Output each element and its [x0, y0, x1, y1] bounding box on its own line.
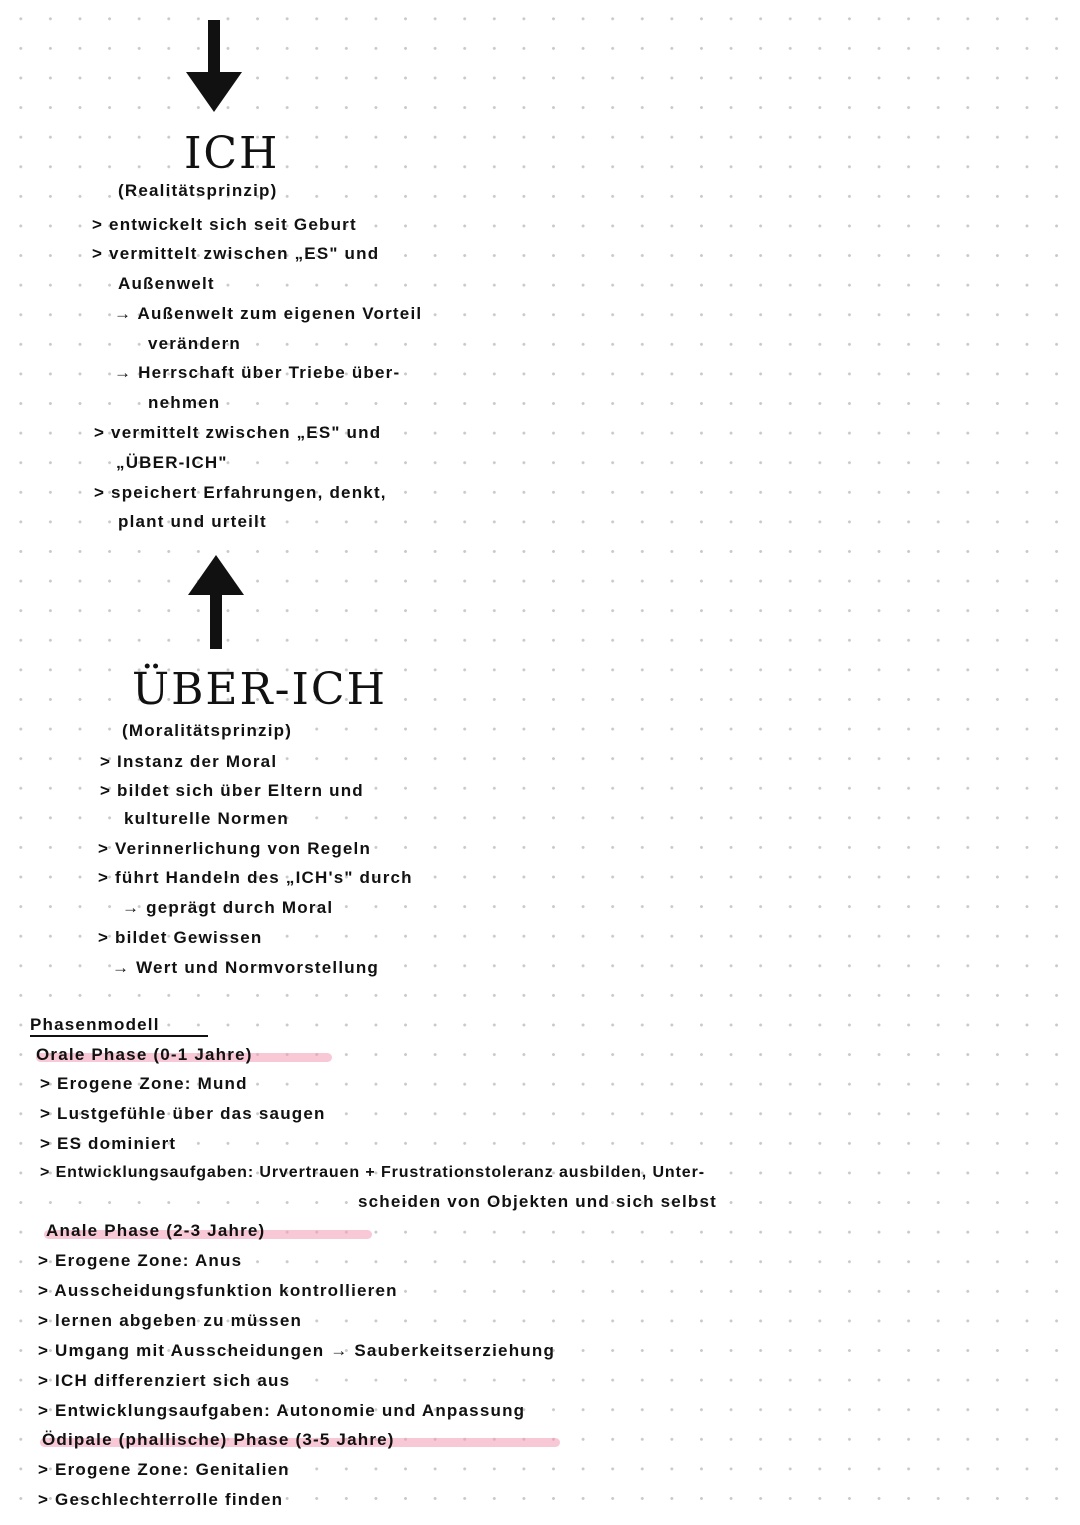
ich-line: > vermittelt zwischen „ES" und — [94, 423, 382, 442]
oral-line: scheiden von Objekten und sich selbst — [358, 1192, 717, 1211]
oral-line: > Lustgefühle über das saugen — [40, 1104, 326, 1123]
anal-line: > Entwicklungsaufgaben: Autonomie und Anpassung — [38, 1401, 526, 1420]
ueber-ich-line: > führt Handeln des „ICH's" durch — [98, 868, 413, 887]
ueber-ich-line: → Wert und Normvorstellung — [112, 958, 380, 977]
ich-line: plant und urteilt — [118, 512, 267, 531]
arrow-up-icon — [188, 555, 244, 649]
ueber-ich-line: > bildet sich über Eltern und — [100, 781, 364, 800]
ich-line: nehmen — [148, 393, 221, 412]
oral-line: > Entwicklungsaufgaben: Urvertrauen + Frustrationstoleranz ausbilden, Unter- — [40, 1164, 705, 1181]
oral-line: > ES dominiert — [40, 1134, 177, 1153]
anal-line: > Ausscheidungsfunktion kontrollieren — [38, 1281, 398, 1300]
phasenmodell-title: Phasenmodell — [30, 1015, 160, 1034]
ich-line: → Herrschaft über Triebe über- — [114, 363, 401, 382]
ueber-ich-line: > bildet Gewissen — [98, 928, 263, 947]
ich-principle: (Realitätsprinzip) — [118, 181, 278, 200]
ich-line: Außenwelt — [118, 274, 215, 293]
ich-line: > speichert Erfahrungen, denkt, — [94, 483, 387, 502]
anal-line: > lernen abgeben zu müssen — [38, 1311, 303, 1330]
ich-line: > vermittelt zwischen „ES" und — [92, 244, 380, 263]
ueber-ich-line: kulturelle Normen — [124, 809, 289, 828]
ich-line: „ÜBER-ICH" — [116, 453, 228, 472]
anal-line: > Erogene Zone: Anus — [38, 1251, 243, 1270]
oedipal-line: > Geschlechterrolle finden — [38, 1490, 284, 1509]
arrow-down-icon — [186, 20, 242, 112]
ich-line: → Außenwelt zum eigenen Vorteil — [114, 304, 423, 323]
oral-heading: Orale Phase (0-1 Jahre) — [36, 1045, 253, 1064]
anal-line: > Umgang mit Ausscheidungen → Sauberkeitserziehung — [38, 1341, 556, 1360]
ich-line: > entwickelt sich seit Geburt — [92, 215, 357, 234]
anal-heading: Anale Phase (2-3 Jahre) — [46, 1221, 266, 1240]
title-underline — [30, 1035, 208, 1037]
ueber-ich-line: > Verinnerlichung von Regeln — [98, 839, 372, 858]
ueber-ich-title: ÜBER-ICH — [132, 664, 387, 715]
ich-line: verändern — [148, 334, 242, 353]
oral-line: > Erogene Zone: Mund — [40, 1074, 248, 1093]
ich-title: ICH — [184, 128, 280, 179]
oedipal-line: > Erogene Zone: Genitalien — [38, 1460, 290, 1479]
ueber-ich-line: → geprägt durch Moral — [122, 898, 334, 917]
oedipal-heading: Ödipale (phallische) Phase (3-5 Jahre) — [42, 1430, 395, 1449]
anal-line: > ICH differenziert sich aus — [38, 1371, 291, 1390]
ueber-ich-principle: (Moralitätsprinzip) — [122, 721, 293, 740]
ueber-ich-line: > Instanz der Moral — [100, 752, 278, 771]
